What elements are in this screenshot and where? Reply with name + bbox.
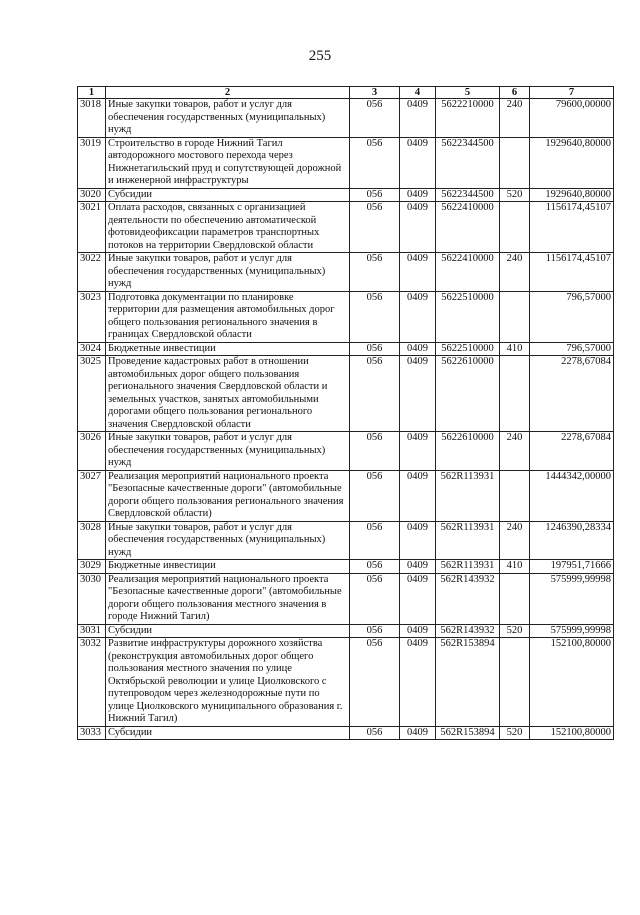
row-expense-type: 520 <box>500 188 530 202</box>
row-ministry-code: 056 <box>350 726 400 740</box>
row-name: Строительство в городе Нижний Тагил автодорожного мостового перехода через Нижнетагильский пруд и сопутствующей дорожной и инженерной инфраструктуры <box>106 137 350 188</box>
row-name: Бюджетные инвестиции <box>106 560 350 574</box>
row-amount: 197951,71666 <box>530 560 614 574</box>
row-amount: 1156174,45107 <box>530 253 614 292</box>
row-section-code: 0409 <box>400 253 436 292</box>
row-ministry-code: 056 <box>350 253 400 292</box>
row-ministry-code: 056 <box>350 638 400 727</box>
row-section-code: 0409 <box>400 342 436 356</box>
column-header: 2 <box>106 87 350 99</box>
row-section-code: 0409 <box>400 638 436 727</box>
row-amount: 1929640,80000 <box>530 137 614 188</box>
row-section-code: 0409 <box>400 137 436 188</box>
row-amount: 796,57000 <box>530 291 614 342</box>
table-row <box>78 253 614 292</box>
row-name: Реализация мероприятий национального проекта "Безопасные качественные дороги" (автомобильные дороги общего пользования регионального значения Свердловской области) <box>106 470 350 521</box>
page-number: 255 <box>308 48 332 64</box>
row-ministry-code: 056 <box>350 202 400 253</box>
row-expense-type: 520 <box>500 624 530 638</box>
row-target-article: 562R143932 <box>436 624 500 638</box>
row-section-code: 0409 <box>400 202 436 253</box>
row-amount: 152100,80000 <box>530 726 614 740</box>
row-code: 3032 <box>78 638 106 727</box>
row-name: Подготовка документации по планировке территории для размещения автомобильных дорог общего пользования регионального значения в границах Свердловской области <box>106 291 350 342</box>
row-amount: 575999,99998 <box>530 573 614 624</box>
row-name: Иные закупки товаров, работ и услуг для обеспечения государственных (муниципальных) нужд <box>106 432 350 471</box>
row-name: Проведение кадастровых работ в отношении автомобильных дорог общего пользования регионального значения Свердловской области и земельных участков, занятых автомобильными дорогами общего пользования регионального значения Свердловской области <box>106 356 350 432</box>
row-name: Иные закупки товаров, работ и услуг для обеспечения государственных (муниципальных) нужд <box>106 521 350 560</box>
row-ministry-code: 056 <box>350 573 400 624</box>
row-code: 3029 <box>78 560 106 574</box>
column-header: 1 <box>78 87 106 99</box>
table-row <box>78 356 614 432</box>
row-expense-type <box>500 638 530 727</box>
row-code: 3033 <box>78 726 106 740</box>
row-target-article: 562R143932 <box>436 573 500 624</box>
row-name: Развитие инфраструктуры дорожного хозяйства (реконструкция автомобильных дорог общего пользования местного значения по улице Октябрьской революции и улице Циолковского с путепроводом через железнодорожные пути по улице Циолковского муниципального образования г. Нижний Тагил) <box>106 638 350 727</box>
column-header: 3 <box>350 87 400 99</box>
row-code: 3030 <box>78 573 106 624</box>
row-name: Субсидии <box>106 726 350 740</box>
row-ministry-code: 056 <box>350 432 400 471</box>
row-target-article: 5622210000 <box>436 99 500 138</box>
row-expense-type: 520 <box>500 726 530 740</box>
row-ministry-code: 056 <box>350 291 400 342</box>
table-row <box>78 342 614 356</box>
row-name: Субсидии <box>106 624 350 638</box>
column-header: 4 <box>400 87 436 99</box>
row-target-article: 5622344500 <box>436 188 500 202</box>
row-code: 3031 <box>78 624 106 638</box>
table-row <box>78 726 614 740</box>
row-name: Бюджетные инвестиции <box>106 342 350 356</box>
row-code: 3024 <box>78 342 106 356</box>
row-section-code: 0409 <box>400 432 436 471</box>
row-section-code: 0409 <box>400 521 436 560</box>
row-section-code: 0409 <box>400 188 436 202</box>
row-expense-type <box>500 573 530 624</box>
row-target-article: 562R113931 <box>436 560 500 574</box>
row-code: 3019 <box>78 137 106 188</box>
column-header: 6 <box>500 87 530 99</box>
row-code: 3027 <box>78 470 106 521</box>
row-section-code: 0409 <box>400 356 436 432</box>
row-name: Реализация мероприятий национального проекта "Безопасные качественные дороги" (автомобильные дороги общего пользования местного значения в городе Нижний Тагил) <box>106 573 350 624</box>
budget-table <box>77 86 614 740</box>
row-code: 3023 <box>78 291 106 342</box>
table-row <box>78 470 614 521</box>
table-header-row <box>78 87 614 99</box>
row-ministry-code: 056 <box>350 188 400 202</box>
row-section-code: 0409 <box>400 560 436 574</box>
row-amount: 796,57000 <box>530 342 614 356</box>
row-ministry-code: 056 <box>350 624 400 638</box>
row-expense-type <box>500 356 530 432</box>
row-section-code: 0409 <box>400 573 436 624</box>
row-section-code: 0409 <box>400 470 436 521</box>
row-section-code: 0409 <box>400 291 436 342</box>
row-section-code: 0409 <box>400 624 436 638</box>
row-target-article: 5622510000 <box>436 291 500 342</box>
row-target-article: 562R153894 <box>436 638 500 727</box>
table-row <box>78 560 614 574</box>
row-ministry-code: 056 <box>350 137 400 188</box>
table-row <box>78 624 614 638</box>
table-row <box>78 521 614 560</box>
row-amount: 1444342,00000 <box>530 470 614 521</box>
row-name: Оплата расходов, связанных с организацией деятельности по обеспечению автоматической фотовидеофиксации параметров транспортных потоков на территории Свердловской области <box>106 202 350 253</box>
row-section-code: 0409 <box>400 99 436 138</box>
column-header: 7 <box>530 87 614 99</box>
row-amount: 2278,67084 <box>530 356 614 432</box>
row-target-article: 562R113931 <box>436 470 500 521</box>
row-expense-type: 240 <box>500 432 530 471</box>
row-target-article: 5622410000 <box>436 202 500 253</box>
table-row <box>78 137 614 188</box>
row-name: Субсидии <box>106 188 350 202</box>
row-name: Иные закупки товаров, работ и услуг для обеспечения государственных (муниципальных) нужд <box>106 99 350 138</box>
table-row <box>78 188 614 202</box>
row-expense-type: 240 <box>500 253 530 292</box>
row-ministry-code: 056 <box>350 356 400 432</box>
table-row <box>78 638 614 727</box>
table-row <box>78 291 614 342</box>
row-amount: 79600,00000 <box>530 99 614 138</box>
row-code: 3020 <box>78 188 106 202</box>
table-row <box>78 573 614 624</box>
row-ministry-code: 056 <box>350 521 400 560</box>
row-name: Иные закупки товаров, работ и услуг для обеспечения государственных (муниципальных) нужд <box>106 253 350 292</box>
row-target-article: 5622410000 <box>436 253 500 292</box>
row-target-article: 5622610000 <box>436 432 500 471</box>
row-expense-type: 240 <box>500 99 530 138</box>
row-expense-type <box>500 470 530 521</box>
row-code: 3018 <box>78 99 106 138</box>
row-ministry-code: 056 <box>350 99 400 138</box>
row-target-article: 562R153894 <box>436 726 500 740</box>
row-code: 3025 <box>78 356 106 432</box>
row-amount: 1156174,45107 <box>530 202 614 253</box>
table-row <box>78 99 614 138</box>
row-code: 3026 <box>78 432 106 471</box>
row-section-code: 0409 <box>400 726 436 740</box>
row-code: 3021 <box>78 202 106 253</box>
row-ministry-code: 056 <box>350 470 400 521</box>
row-expense-type: 410 <box>500 560 530 574</box>
row-amount: 575999,99998 <box>530 624 614 638</box>
row-expense-type <box>500 137 530 188</box>
row-code: 3028 <box>78 521 106 560</box>
table-row <box>78 202 614 253</box>
row-amount: 2278,67084 <box>530 432 614 471</box>
row-amount: 1246390,28334 <box>530 521 614 560</box>
row-expense-type <box>500 202 530 253</box>
row-expense-type <box>500 291 530 342</box>
table-row <box>78 432 614 471</box>
row-ministry-code: 056 <box>350 342 400 356</box>
row-target-article: 5622610000 <box>436 356 500 432</box>
row-target-article: 562R113931 <box>436 521 500 560</box>
column-header: 5 <box>436 87 500 99</box>
row-expense-type: 240 <box>500 521 530 560</box>
row-amount: 152100,80000 <box>530 638 614 727</box>
row-target-article: 5622344500 <box>436 137 500 188</box>
row-ministry-code: 056 <box>350 560 400 574</box>
row-code: 3022 <box>78 253 106 292</box>
row-amount: 1929640,80000 <box>530 188 614 202</box>
row-expense-type: 410 <box>500 342 530 356</box>
row-target-article: 5622510000 <box>436 342 500 356</box>
